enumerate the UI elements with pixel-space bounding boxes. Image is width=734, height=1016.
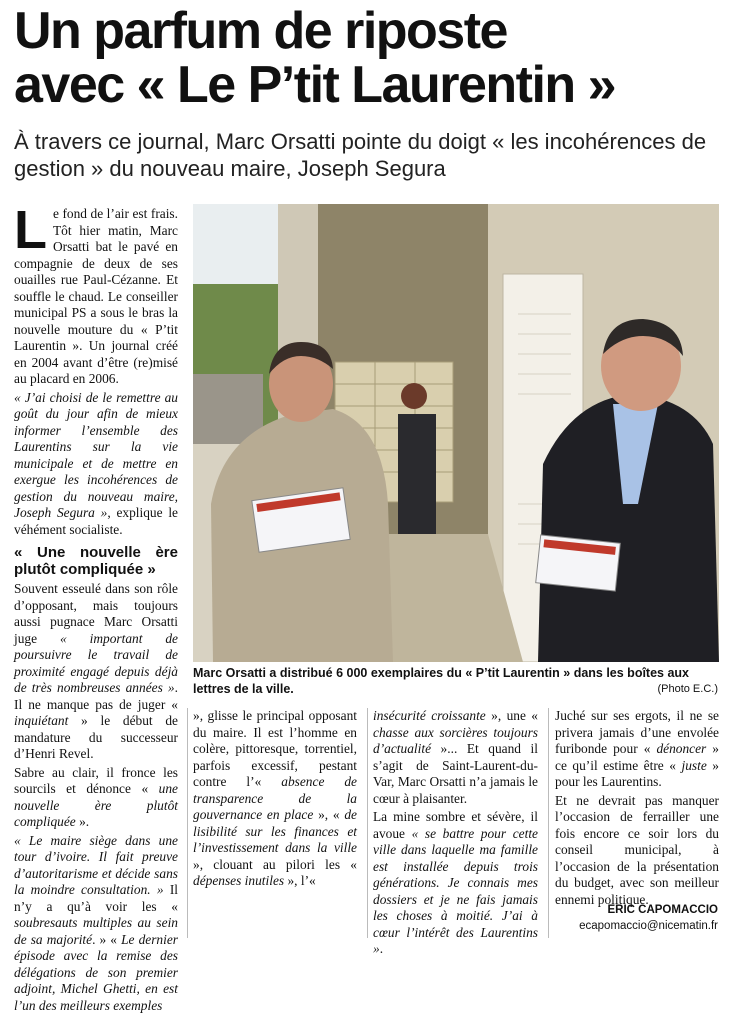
photo-illustration — [193, 204, 719, 662]
paragraph-text: , explique le véhément socialiste. — [14, 505, 178, 537]
article-column-1 — [14, 200, 178, 1016]
paragraph-6 — [373, 809, 538, 958]
standfirst: À travers ce journal, Marc Orsatti pointe du doigt « les incohérences de gestion » du nouveau maire, Joseph Segura — [14, 129, 707, 181]
paragraph-text: Il n’y a qu’à voir les « — [14, 882, 178, 914]
quote-text: de lisibilité sur les finances et l’investissement dans la ville — [193, 807, 357, 855]
quote-text: dépenses inutiles — [193, 873, 285, 888]
photo-caption: Marc Orsatti a distribué 6 000 exemplaires du « P’tit Laurentin » dans les boîtes aux lettres de la ville. — [193, 666, 690, 696]
paragraph-text: . — [379, 941, 384, 956]
paragraph-text: Souvent esseulé dans son rôle d’opposant, mais toujours aussi pugnace Marc Orsatti juge — [14, 581, 178, 646]
paragraph-text: », l’« — [284, 873, 316, 888]
paragraph-5 — [14, 833, 178, 1015]
paragraph-text: », une « — [485, 708, 538, 723]
article-photo — [193, 204, 719, 662]
paragraph-text: » ce qu’il estime être « — [555, 741, 720, 773]
column-divider — [187, 708, 188, 938]
photo-credit: (Photo E.C.) — [657, 683, 718, 695]
quote-text: « J’ai choisi de le remettre au goût du jour afin de mieux informer l’ensemble des Laurentins sur la vie municipale et de mettre en exergue les incohérences de gestion du nouveau maire, Joseph Segura » — [14, 389, 178, 520]
quote-text: chasse aux sorcières toujours d’actualité — [373, 724, 538, 756]
quote-text: soubresauts multiples au sein de sa majorité — [14, 915, 178, 947]
paragraph-5-continued — [193, 708, 357, 890]
quote-text: inquiétant — [14, 713, 69, 728]
lead-paragraph — [14, 200, 178, 388]
column-divider — [548, 708, 549, 938]
paragraph-text: Juché sur ses ergots, il ne se privera jamais d’une envolée furibonde pour « — [555, 708, 719, 756]
paragraph-text: . » « — [92, 931, 122, 947]
paragraph-text: », clouant au pilori les « — [193, 856, 357, 872]
paragraph-text: » pour les Laurentins. — [555, 757, 719, 789]
drop-cap: L — [14, 200, 47, 260]
quote-text: « important de poursuivre le travail de proximité engagé depuis déjà de très nombreuses années » — [14, 630, 178, 695]
paragraph-text: », « — [313, 807, 345, 822]
paragraph-8: Et ne devrait pas manquer l’occasion de ferrailler une fois encore ce soir lors du conseil municipal, à l’occasion de la présentation du budget, avec son meilleur ennemi politique. — [555, 792, 719, 907]
subheading: « Une nouvelle ère plutôt compliquée » — [14, 544, 178, 578]
author-byline: ERIC CAPOMACCIO — [607, 904, 718, 916]
column-divider — [367, 708, 368, 938]
article-column-3 — [373, 708, 538, 960]
quote-text: absence de transparence de la gouvernance en place — [193, 774, 357, 822]
paragraph-text: » le début de mandature du successeur d’Henri Revel. — [14, 713, 178, 761]
article-column-4 — [555, 708, 719, 910]
woman-hair — [401, 383, 427, 409]
paragraph-3 — [14, 581, 178, 763]
article-column-2 — [193, 708, 357, 892]
paragraph-text: »... Et quand il s’agit de Saint-Laurent-du-Var, Marc Orsatti n’a jamais le cœur à plaisanter. — [373, 741, 538, 806]
paragraph-5-end — [373, 708, 538, 807]
paragraph-4 — [14, 765, 178, 831]
paragraph-7 — [555, 708, 719, 791]
headline-line-1: Un parfum de riposte — [14, 2, 507, 60]
headline-line-2: avec « Le P’tit Laurentin » — [14, 56, 616, 114]
paragraph-text: Sabre au clair, il fronce les sourcils et dénonce « — [14, 764, 178, 796]
headline — [14, 4, 724, 112]
paragraph-text: ». — [75, 814, 90, 829]
paragraph-quote-1 — [14, 390, 178, 539]
quote-text: dénoncer — [656, 741, 707, 756]
lead-text: e fond de l’air est frais. Tôt hier matin, Marc Orsatti bat le pavé en compagnie de deux de ses ouailles rue Paul-Cézanne. Et souffle le chaud. Le conseiller municipal PS a sous le bras la nouvelle mouture du « P’tit Laurentin ». Un journal créé en 2004 avant d’être (re)misé au placard en 2006. — [14, 206, 178, 386]
quote-text: « Le maire siège dans une tour d’ivoire. Il fait preuve d’autoritarisme et décide sans la moindre consultation. » — [14, 832, 178, 897]
quote-text: Le dernier épisode avec la remise des délégations de son premier adjoint, Michel Ghetti, en est l’un des meilleurs exemples — [14, 931, 178, 1013]
paragraph-text: », glisse le principal opposant du maire. Il est l’homme en colère, pittoresque, torrentiel, parfois excessif, pestant contre l’« — [193, 708, 357, 789]
author-email[interactable]: ecapomaccio@nicematin.fr — [579, 920, 718, 932]
paragraph-text: . Il ne manque pas de juger « — [14, 680, 178, 712]
paragraph-text: La mine sombre et sévère, il avoue — [373, 809, 538, 841]
quote-text: une nouvelle ère plutôt compliquée — [14, 781, 178, 829]
quote-text: insécurité croissante — [373, 708, 486, 723]
quote-text: juste — [681, 757, 707, 773]
quote-text: « se battre pour cette ville dans laquelle ma famille est installée depuis trois générations. Je connais mes dossiers et je ne fais jamais les choses à moitié. J’ai à cœur l’intérêt des Laurentins » — [373, 825, 538, 956]
